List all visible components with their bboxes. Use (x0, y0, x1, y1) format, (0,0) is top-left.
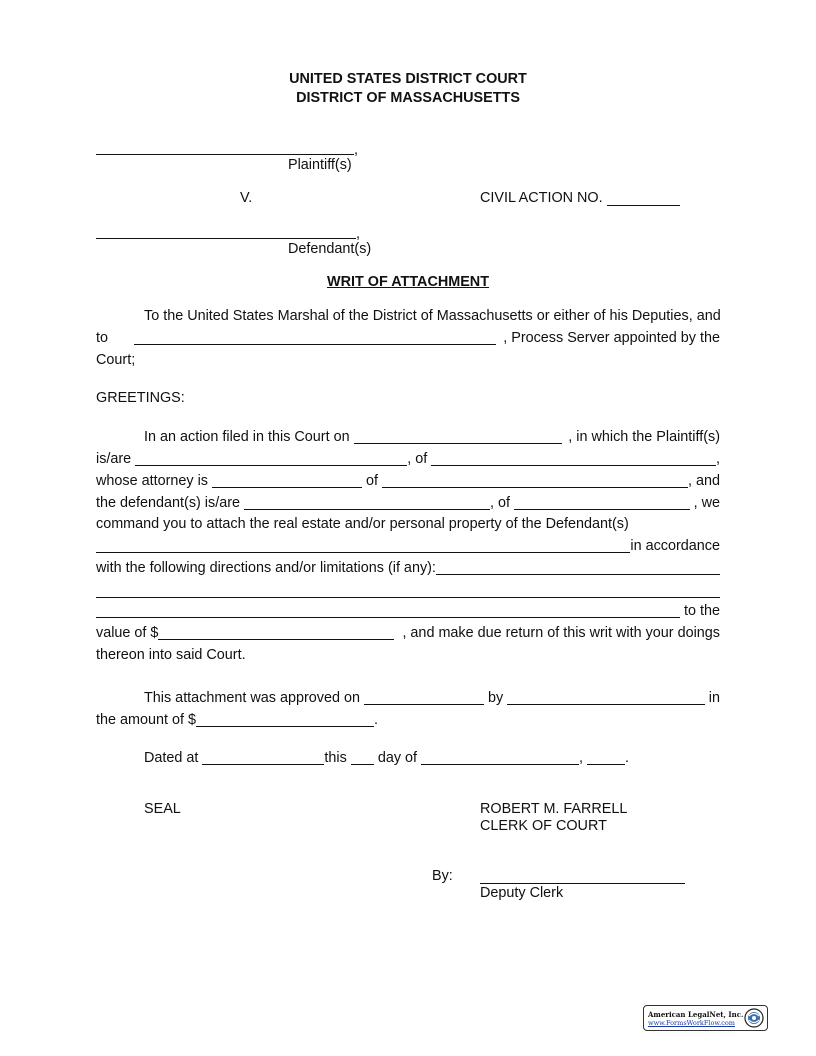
process-server-field[interactable] (134, 344, 496, 345)
action-filed-text: In an action filed in this Court on (144, 429, 350, 445)
plaintiff-comma: , (354, 142, 358, 158)
filing-date-field[interactable] (354, 443, 562, 444)
to-label: to (96, 330, 109, 346)
action-line-4 (96, 495, 720, 512)
process-server-text: , Process Server appointed by the (503, 330, 720, 346)
court-text: Court; (96, 352, 136, 368)
directions-field[interactable] (436, 574, 720, 575)
in-accordance-label: in accordance (630, 538, 720, 554)
defendant-field[interactable] (244, 509, 490, 510)
clerk-title: CLERK OF COURT (480, 818, 607, 834)
property-field[interactable] (96, 552, 630, 553)
badge-url-link[interactable]: www.FormsWorkFlow.com (648, 1019, 735, 1027)
dated-place-field[interactable] (202, 764, 324, 765)
defendant-address-field[interactable] (514, 509, 690, 510)
by-label: by (487, 690, 504, 706)
action-line-7 (96, 560, 720, 577)
year-field[interactable] (587, 764, 625, 765)
attorney-field[interactable] (212, 487, 362, 488)
legalnet-badge[interactable] (643, 1005, 768, 1031)
period-label: . (625, 750, 630, 766)
comma-label: , (716, 451, 720, 467)
by-label: By: (432, 868, 453, 884)
command-text: command you to attach the real estate and/or personal property of the Defendant(s) (96, 516, 629, 532)
value-label: value of $ (96, 625, 159, 641)
approved-by-field[interactable] (507, 704, 705, 705)
attorney-address-field[interactable] (382, 487, 688, 488)
defendant-is-are-label: the defendant(s) is/are (96, 495, 240, 511)
and-label: , and (687, 473, 720, 489)
of-label: , of (407, 451, 428, 467)
dated-line (144, 750, 644, 767)
versus-label: V. (240, 190, 253, 206)
directions-field-2[interactable] (96, 597, 720, 598)
plaintiff-field[interactable] (135, 465, 407, 466)
plaintiff-text: , in which the Plaintiff(s) (568, 429, 720, 445)
seal-label: SEAL (144, 801, 181, 817)
approval-line-1 (144, 690, 720, 707)
period-label: . (374, 712, 379, 728)
approved-on-label: This attachment was approved on (144, 690, 360, 706)
amount-label: the amount of $ (96, 712, 197, 728)
this-label: this (324, 750, 347, 766)
of-label: , of (490, 495, 510, 511)
defendant-name-field[interactable] (96, 238, 356, 239)
civil-action-number-field[interactable] (607, 205, 680, 206)
thereon-text: thereon into said Court. (96, 647, 246, 663)
civil-action-label: CIVIL ACTION NO. (480, 190, 603, 206)
process-server-line (96, 330, 720, 347)
badge-company: American LegalNet, Inc. (648, 1010, 744, 1019)
approval-line-2 (96, 712, 720, 729)
action-line-2 (96, 451, 720, 468)
directions-field-3[interactable] (96, 617, 680, 618)
plaintiff-address-field[interactable] (431, 465, 716, 466)
in-label: in (708, 690, 720, 706)
action-line-6 (96, 538, 720, 555)
plaintiff-label: Plaintiff(s) (288, 157, 352, 173)
document-title: WRIT OF ATTACHMENT (327, 274, 489, 290)
intro-text: To the United States Marshal of the District of Massachusetts or either of his Deputies, and (144, 308, 721, 324)
action-line-9 (96, 603, 720, 620)
amount-field[interactable] (196, 726, 374, 727)
directions-label: with the following directions and/or limitations (if any): (96, 560, 436, 576)
court-district: DISTRICT OF MASSACHUSETTS (296, 90, 520, 106)
deputy-clerk-label: Deputy Clerk (480, 885, 564, 901)
court-name: UNITED STATES DISTRICT COURT (289, 71, 527, 87)
defendant-label: Defendant(s) (288, 241, 372, 257)
we-label: , we (693, 495, 720, 511)
to-the-label: to the (683, 603, 720, 619)
globe-logo-icon (744, 1008, 764, 1028)
clerk-name: ROBERT M. FARRELL (480, 801, 628, 817)
defendant-comma: , (356, 226, 360, 242)
action-line-1 (144, 429, 720, 446)
month-field[interactable] (421, 764, 579, 765)
is-are-label: is/are (96, 451, 132, 467)
day-field[interactable] (351, 764, 374, 765)
whose-attorney-label: whose attorney is (96, 473, 208, 489)
value-field[interactable] (158, 639, 394, 640)
approval-date-field[interactable] (364, 704, 484, 705)
deputy-signature-field[interactable] (480, 883, 685, 884)
action-line-3 (96, 473, 720, 490)
dated-at-label: Dated at (144, 750, 199, 766)
of-label: of (365, 473, 378, 489)
greetings-label: GREETINGS: (96, 390, 185, 406)
comma-label: , (579, 750, 584, 766)
due-return-text: , and make due return of this writ with your doings (402, 625, 720, 641)
action-line-10 (96, 625, 720, 642)
day-of-label: day of (377, 750, 418, 766)
plaintiff-name-field[interactable] (96, 154, 354, 155)
